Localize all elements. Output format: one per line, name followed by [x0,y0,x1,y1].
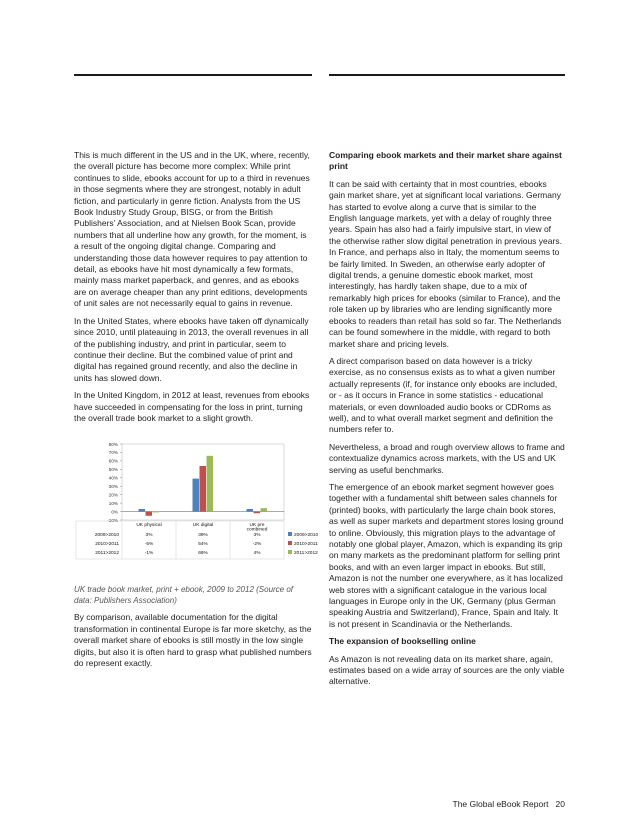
chart-bar [193,479,200,512]
chart-y-tick-label: 10% [108,501,118,507]
chart-data-label: 54% [198,542,208,548]
chart-data-label: 3% [253,533,261,539]
chart-data-label: 66% [198,551,208,557]
chart-data-label: 3% [145,533,153,539]
chart-y-tick-label: 60% [108,459,118,465]
chart-legend-label: 2010>2011 [294,542,318,548]
chart-category-label: combined [246,527,268,533]
chart-legend-label: 2009>2010 [294,533,319,539]
chart-y-tick-label: 70% [108,450,118,456]
page-number: 20 [555,799,565,809]
chart-category-label: UK physical [136,523,162,529]
footer-title: The Global eBook Report [452,799,549,809]
chart-series-row-label: 2011>2012 [95,551,119,557]
chart-bar [200,466,207,512]
chart-y-tick-label: 0% [111,509,118,515]
chart-caption: UK trade book market, print + ebook, 2009 to 2012 (Source of data: Publishers Association) [74,585,294,606]
chart-legend-swatch [288,532,292,536]
chart-data-label: 39% [198,533,208,539]
chart-series-row-label: 2010>2011 [95,542,119,548]
left-paragraph-4: By comparison, available documentation for the digital transformation in continental Europe is far more sketchy, as the overall market share of ebooks is still mostly in the low single digits, but also it is often hard to grasp what published numbers do represent exactly. [74,612,312,668]
chart-bar [254,512,261,514]
chart-data-label: -5% [144,542,154,548]
chart-svg [74,436,319,576]
section-heading-comparing: Comparing ebook markets and their market share against print [329,150,562,172]
chart-legend-label: 2011>2012 [294,551,318,557]
chart-data-label: 4% [253,551,261,557]
chart-bar [207,456,214,512]
left-paragraph-3: In the United Kingdom, in 2012 at least, revenues from ebooks have succeeded in compensating for the loss in print, turning the overall trade book market to a slight growth. [74,390,310,423]
chart-y-tick-label: -10% [107,518,118,524]
right-paragraph-5: As Amazon is not revealing data on its market share, again, estimates based on a wide array of sources are the only viable alternative. [329,653,565,687]
top-rule-left [74,74,312,76]
chart-bar [139,509,146,512]
right-paragraph-2: A direct comparison based on data however is a tricky exercise, as no consensus exists as to what a given number actually represents (if, for instance only ebooks are included, or - as it occurs in France in some statistics - educational materials, or even downloaded audio books or CDRoms as well), and to what overall market segment and definition the numbers refer to. [329,355,558,435]
chart-bar [247,509,254,512]
top-rule-right [329,74,565,76]
chart-y-tick-label: 20% [108,492,118,498]
right-column [329,150,565,694]
chart-y-tick-label: 40% [108,475,118,481]
chart-y-tick-label: 50% [108,467,118,473]
chart-bar [261,509,268,512]
uk-market-chart [74,436,319,576]
chart-legend-swatch [288,550,292,554]
page-footer [400,799,565,809]
chart-data-label: -2% [252,542,262,548]
right-paragraph-4: The emergence of an ebook market segment however goes together with a fundamental shift between sales channels for (printed) books, with particularly the large chain book stores, as well as super markets and department stores losing ground to online. Obviously, this migration plays to the advantage of notably one global player, Amazon, which is expanding its grip on many markets as the predominant platform for selling print books, and with an even larger impact in ebooks. But still, Amazon is not the number one everywhere, as it has localized web stores with a significant catalogue in the various local languages in Europe only in the UK, Germany (plus German speaking Austria and Switzerland), France, Spain and Italy. It is not present in Scandinavia or the Netherlands. [329,481,564,629]
chart-bar [146,512,153,516]
chart-y-tick-label: 80% [108,442,118,448]
chart-data-label: -1% [144,551,154,557]
chart-category-label: UK digital [192,523,214,529]
chart-legend-swatch [288,541,292,545]
chart-bar [153,512,160,513]
right-paragraph-3: Nevertheless, a broad and rough overview allows to frame and contextualize dynamics across markets, with the US and UK serving as useful benchmarks. [329,441,565,475]
chart-series-row-label: 2009>2010 [94,533,119,539]
left-paragraph-1: This is much different in the US and in the UK, where, recently, the overall picture has become more complex: While print continues to slide, ebooks account for up to a third in revenues in those segments where they are strongest, notably in adult fiction, and particularly in genre fiction. Analysts from the US Book Industry Study Group, BISG, or from the British Publishers’ Association, and at Nielsen Book Scan, provide numbers that all underline how any growth, for the moment, is a result of the ongoing digital change. Comparing and understanding those data however requires to pay attention to detail, as ebooks have hit most dynamically a few formats, mainly mass market paperback, and genres, and as ebooks are on average cheaper than any print editions, developments of unit sales are not necessarily equal to gains in revenue. [74,150,310,309]
section-heading-expansion: The expansion of bookselling online [329,636,476,647]
left-column [74,150,319,675]
left-paragraph-2: In the United States, where ebooks have taken off dynamically since 2010, until plateauing in 2013, the overall revenues in all of the publishing industry, and print in particular, seem to continue their decline. But the combined value of print and digital has regained ground recently, and also the decline in units has slowed down. [74,315,309,383]
chart-category-label: UK pre [249,523,265,529]
chart-y-tick-label: 30% [108,484,118,490]
right-paragraph-1: It can be said with certainty that in most countries, ebooks gain market share, yet at significant local variations. Germany has started to evolve along a curve that is similar to the English language markets, yet with a delay of roughly three years. Spain has also had a fairly impulsive start, in view of the otherwise rather slow digital penetration in previous years. In France, and perhaps also in Italy, the momentum seems to be fairly limited. In Sweden, an otherwise early adopter of digital trends, a genuine domestic ebook market, most interestingly, has hardly taken shape, due to a mix of remarkably high prices for ebooks (similar to France), and the role taken up by libraries who are lending significantly more ebooks to readers than retail has sold so far. The Netherlands can be found somewhere in the middle, with regard to both market share and pricing levels. [329,178,562,349]
